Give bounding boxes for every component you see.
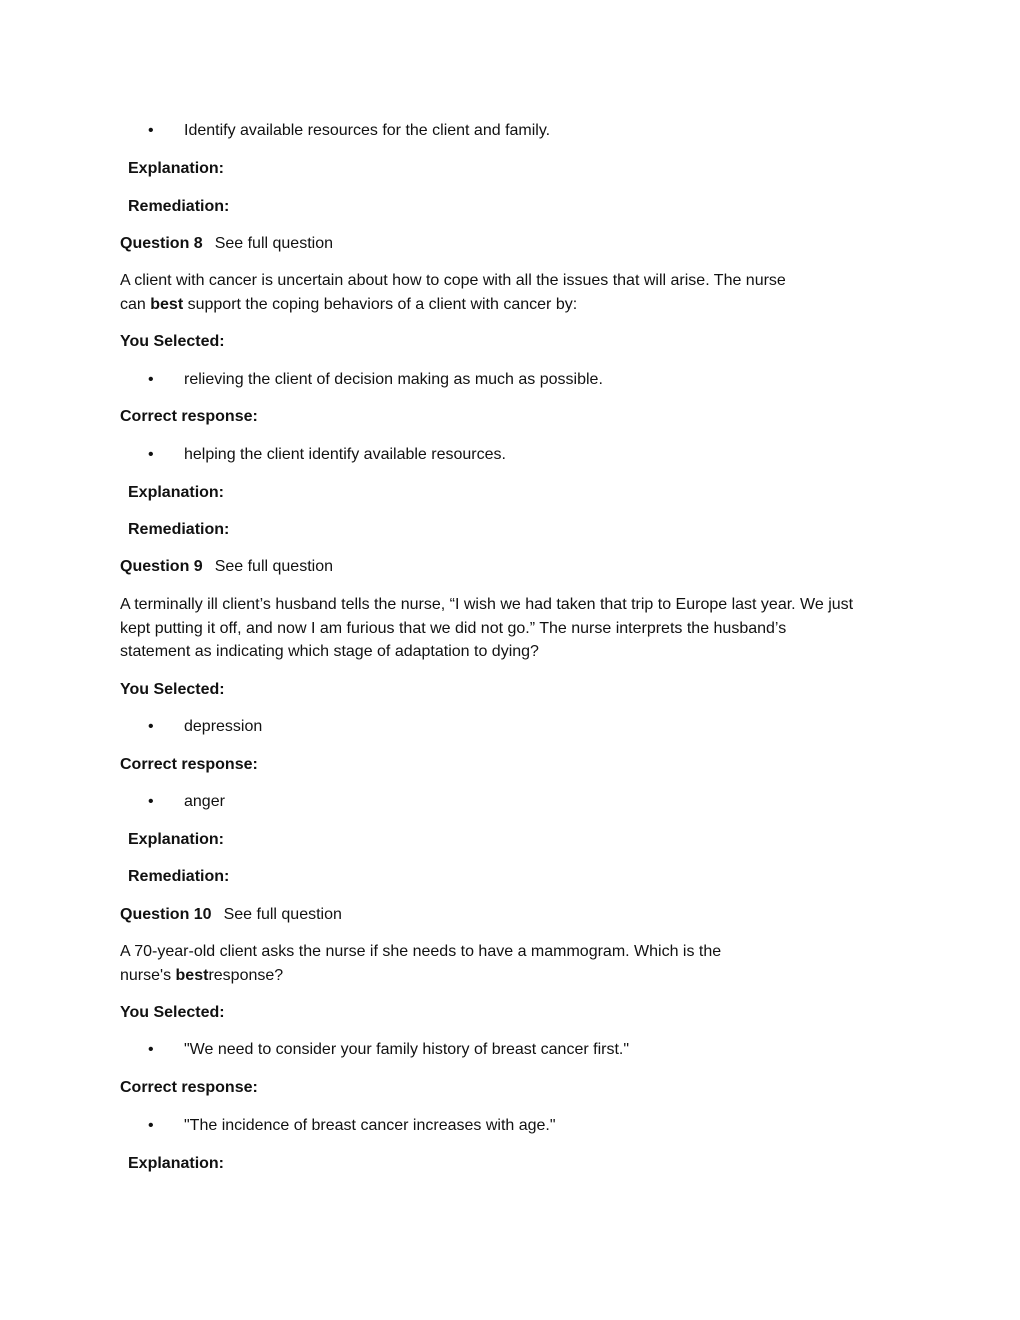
bullet-icon: • bbox=[148, 1041, 154, 1058]
correct-answer-text: anger bbox=[184, 793, 225, 810]
bullet-icon: • bbox=[148, 1117, 154, 1134]
question-number: Question 9 bbox=[120, 558, 203, 575]
stem-text: nurse's bbox=[120, 967, 176, 984]
remediation-label: Remediation: bbox=[128, 521, 230, 538]
stem-text: can bbox=[120, 296, 151, 313]
question-header bbox=[120, 234, 333, 254]
you-selected-label: You Selected: bbox=[120, 1004, 225, 1021]
question-stem-line: A 70-year-old client asks the nurse if she needs to have a mammogram. Which is the bbox=[120, 943, 722, 960]
bullet-icon: • bbox=[148, 446, 154, 463]
correct-answer-text: "The incidence of breast cancer increases with age." bbox=[184, 1117, 556, 1134]
you-selected-label: You Selected: bbox=[120, 333, 225, 350]
question-stem-line: kept putting it off, and now I am furious that we did not go.” The nurse interprets the husband’s bbox=[120, 620, 787, 637]
bullet-icon: • bbox=[148, 718, 154, 735]
explanation-label: Explanation: bbox=[128, 160, 225, 177]
explanation-label: Explanation: bbox=[128, 484, 225, 501]
you-selected-label: You Selected: bbox=[120, 681, 225, 698]
selected-answer-text: relieving the client of decision making as much as possible. bbox=[184, 371, 603, 388]
correct-answer-text: helping the client identify available resources. bbox=[184, 446, 506, 463]
correct-answer-text: Identify available resources for the client and family. bbox=[184, 122, 551, 139]
see-full-question-link[interactable]: See full question bbox=[223, 906, 342, 923]
explanation-label: Explanation: bbox=[128, 831, 225, 848]
stem-emphasis: best bbox=[150, 296, 184, 313]
correct-response-label: Correct response: bbox=[120, 408, 258, 425]
see-full-question-link[interactable]: See full question bbox=[214, 558, 333, 575]
selected-answer-text: depression bbox=[184, 718, 263, 735]
bullet-icon: • bbox=[148, 371, 154, 388]
question-stem-line: A terminally ill client’s husband tells the nurse, “I wish we had taken that trip to Europe last year. We just bbox=[120, 596, 854, 613]
question-stem-line bbox=[120, 966, 283, 986]
question-stem-line bbox=[120, 295, 577, 315]
stem-emphasis: best bbox=[175, 967, 209, 984]
correct-response-label: Correct response: bbox=[120, 756, 258, 773]
bullet-icon: • bbox=[148, 122, 154, 139]
see-full-question-link[interactable]: See full question bbox=[214, 235, 333, 252]
stem-text: response? bbox=[208, 967, 284, 984]
question-header bbox=[120, 557, 333, 577]
question-number: Question 10 bbox=[120, 906, 212, 923]
bullet-icon: • bbox=[148, 793, 154, 810]
remediation-label: Remediation: bbox=[128, 198, 230, 215]
remediation-label: Remediation: bbox=[128, 868, 230, 885]
question-header bbox=[120, 905, 342, 925]
explanation-label: Explanation: bbox=[128, 1155, 225, 1172]
selected-answer-text: "We need to consider your family history of breast cancer first." bbox=[184, 1041, 630, 1058]
question-stem-line: statement as indicating which stage of adaptation to dying? bbox=[120, 643, 539, 660]
stem-text: support the coping behaviors of a client with cancer by: bbox=[183, 296, 578, 313]
correct-response-label: Correct response: bbox=[120, 1079, 258, 1096]
question-stem-line: A client with cancer is uncertain about how to cope with all the issues that will arise. The nurse bbox=[120, 272, 786, 289]
question-number: Question 8 bbox=[120, 235, 203, 252]
